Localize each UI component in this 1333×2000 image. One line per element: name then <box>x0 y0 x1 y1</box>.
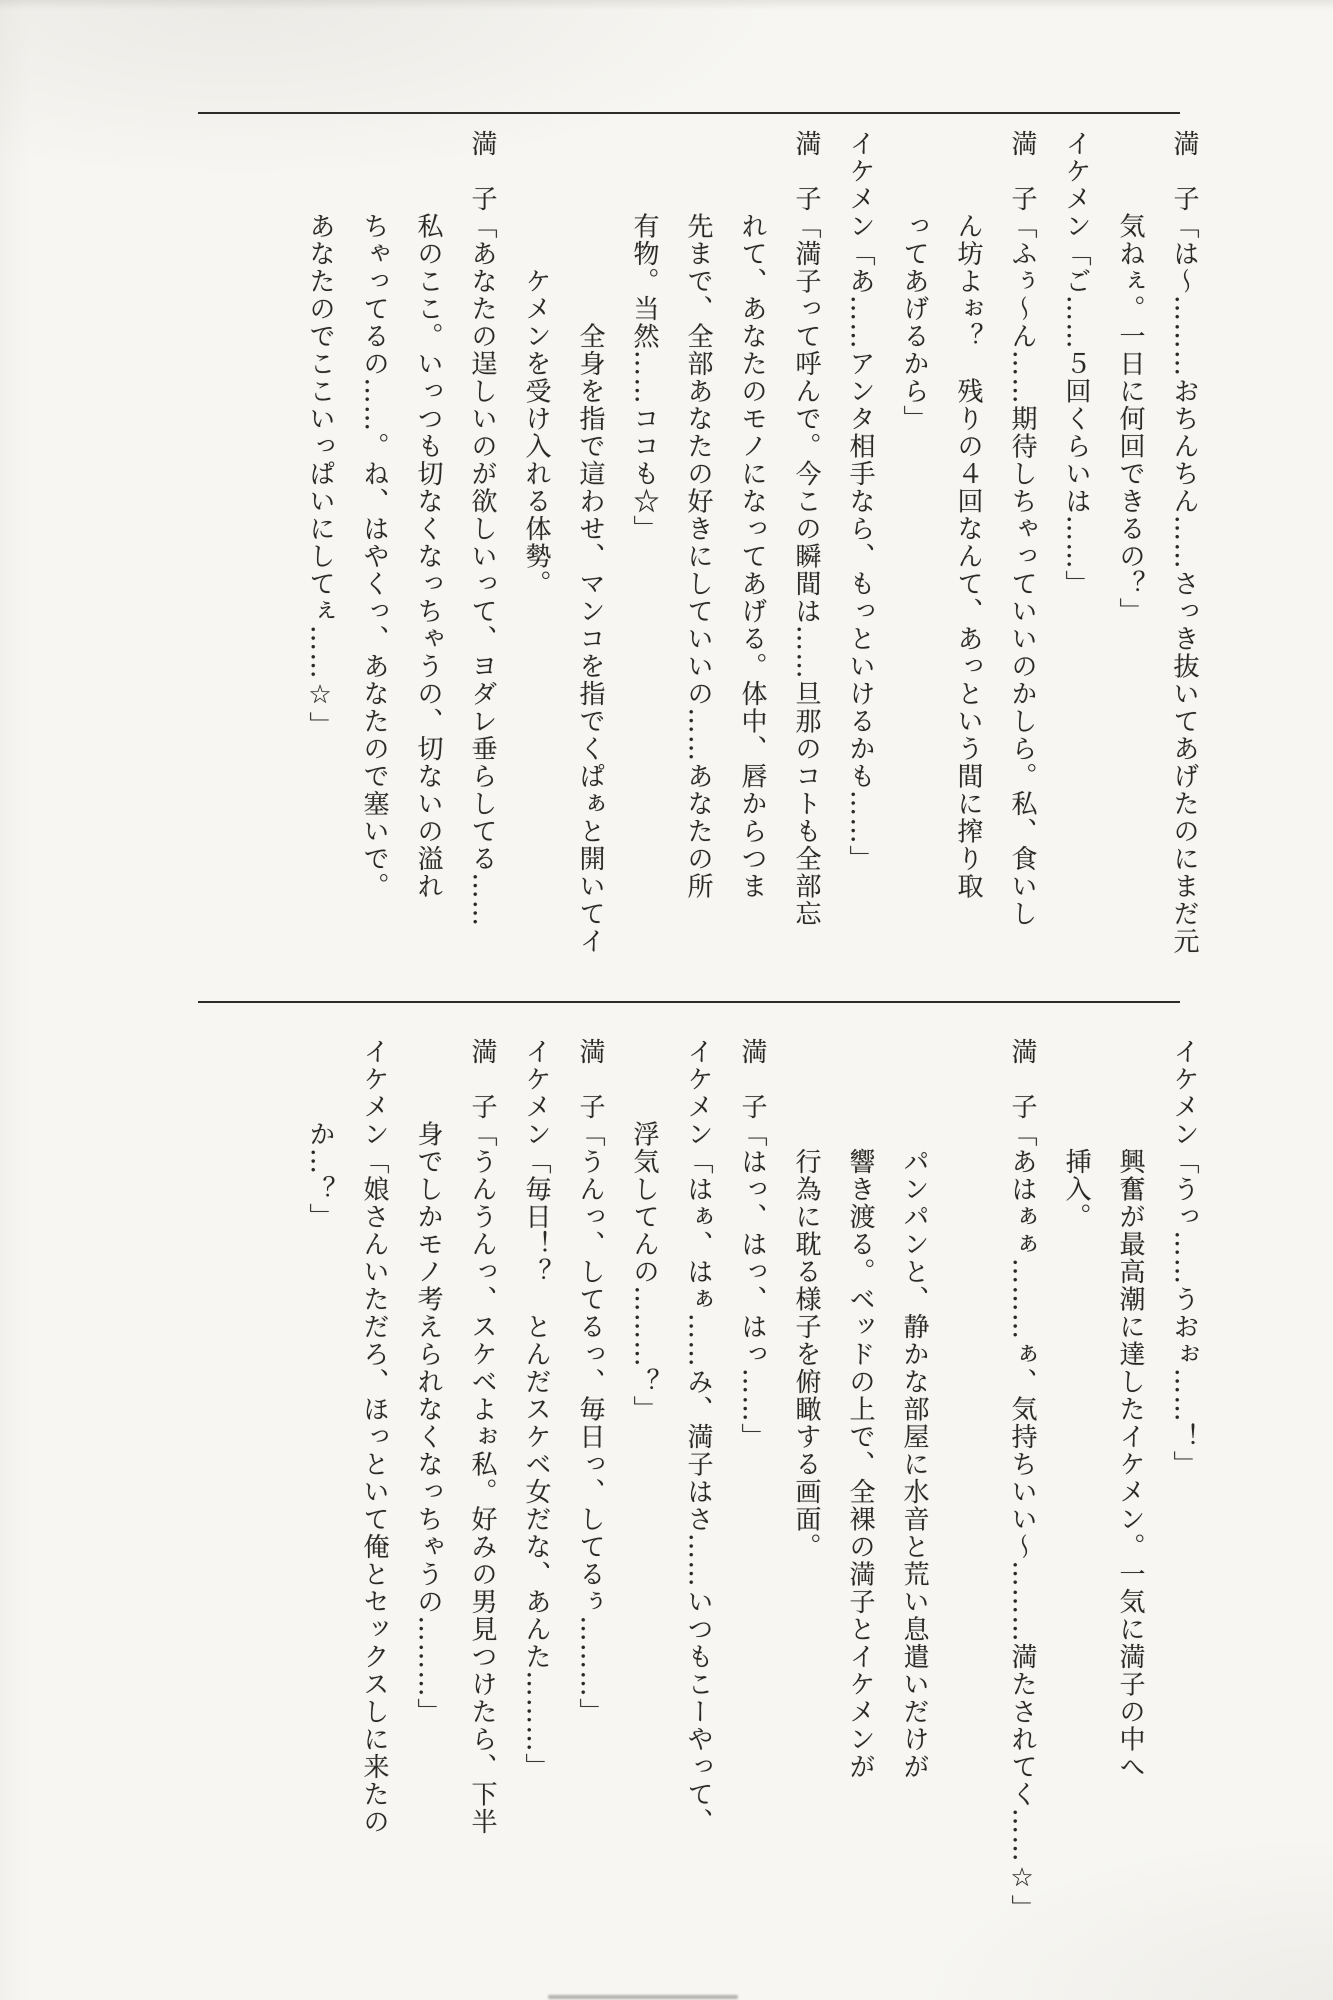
text-line: ん坊よぉ？ 残りの４回なんて、あっという間に搾り取 <box>953 130 983 900</box>
text-line: パンパンと、静かな部屋に水音と荒い息遣いだけが <box>899 1038 929 1781</box>
text-line: 全身を指で這わせ、マンコを指でくぱぁと開いてイ <box>575 130 605 955</box>
text-line: れて、あなたのモノになってあげる。体中、唇からつま <box>737 130 767 900</box>
text-line: 先まで、全部あなたの好きにしていいの……あなたの所 <box>683 130 713 900</box>
text-line: イケメン「娘さんいただろ、ほっといて俺とセックスしに来たの <box>359 1038 389 1836</box>
text-line: 満 子「うんっ、してるっ、毎日っ、してるぅ………」 <box>575 1038 605 1726</box>
text-line: ってあげるから」 <box>899 130 929 433</box>
text-line: 満 子「あなたの逞しいのが欲しいって、ヨダレ垂らしてる…… <box>467 130 497 928</box>
text-line: あなたのでここいっぱいにしてぇ……☆」 <box>305 130 335 739</box>
text-line: 行為に耽る様子を俯瞰する画面。 <box>791 1038 821 1561</box>
text-line: か…？」 <box>305 1038 335 1231</box>
text-line: 響き渡る。ベッドの上で、全裸の満子とイケメンが <box>845 1038 875 1781</box>
scan-edge-shading <box>0 0 1333 10</box>
text-line: 興奮が最高潮に達したイケメン。一気に満子の中へ <box>1115 1038 1145 1781</box>
script-section-top <box>293 130 1211 975</box>
script-section-bottom <box>293 1038 1211 1926</box>
section-divider-middle <box>198 1001 1180 1003</box>
text-line: イケメン「はぁ、はぁ……み、満子はさ……いつもこーやって、 <box>683 1038 713 1836</box>
text-line: 満 子「は〜………おちんちん……さっき抜いてあげたのにまだ元 <box>1169 130 1199 955</box>
text-line: イケメン「ご……５回くらいは……」 <box>1061 130 1091 598</box>
text-line: イケメン「毎日！？ とんだスケベ女だな、あんた………」 <box>521 1038 551 1781</box>
text-line: イケメン「うっ……うおぉ……！」 <box>1169 1038 1199 1478</box>
scan-edge-mark <box>548 1995 738 1999</box>
text-line: 挿入。 <box>1061 1038 1091 1231</box>
text-line: 満 子「ふぅ〜ん……期待しちゃっていいのかしら。私、食いし <box>1007 130 1037 928</box>
text-line: ケメンを受け入れる体勢。 <box>521 130 551 598</box>
text-line: 有物。当然……ココも☆」 <box>629 130 659 543</box>
text-line: 満 子「うんうんっ、スケベよぉ私。好みの男見つけたら、下半 <box>467 1038 497 1836</box>
text-line: 満 子「あはぁぁ………ぁ、気持ちいい〜………満たされてく……☆」 <box>1007 1038 1037 1922</box>
text-line: 満 子「はっ、はっ、はっ……」 <box>737 1038 767 1451</box>
text-line: ちゃってるの……。ね、はやくっ、あなたので塞いで。 <box>359 130 389 900</box>
text-line: イケメン「あ……アンタ相手なら、もっといけるかも……」 <box>845 130 875 873</box>
text-line: 私のここ。いっつも切なくなっちゃうの、切ないの溢れ <box>413 130 443 900</box>
text-line: 身でしかモノ考えられなくなっちゃうの………」 <box>413 1038 443 1726</box>
section-divider-top <box>198 112 1180 114</box>
text-line: 気ねぇ。一日に何回できるの？」 <box>1115 130 1145 625</box>
text-line: 浮気してんの………？」 <box>629 1038 659 1423</box>
text-line: 満 子「満子って呼んで。今この瞬間は……旦那のコトも全部忘 <box>791 130 821 928</box>
text-line <box>941 1038 995 1926</box>
